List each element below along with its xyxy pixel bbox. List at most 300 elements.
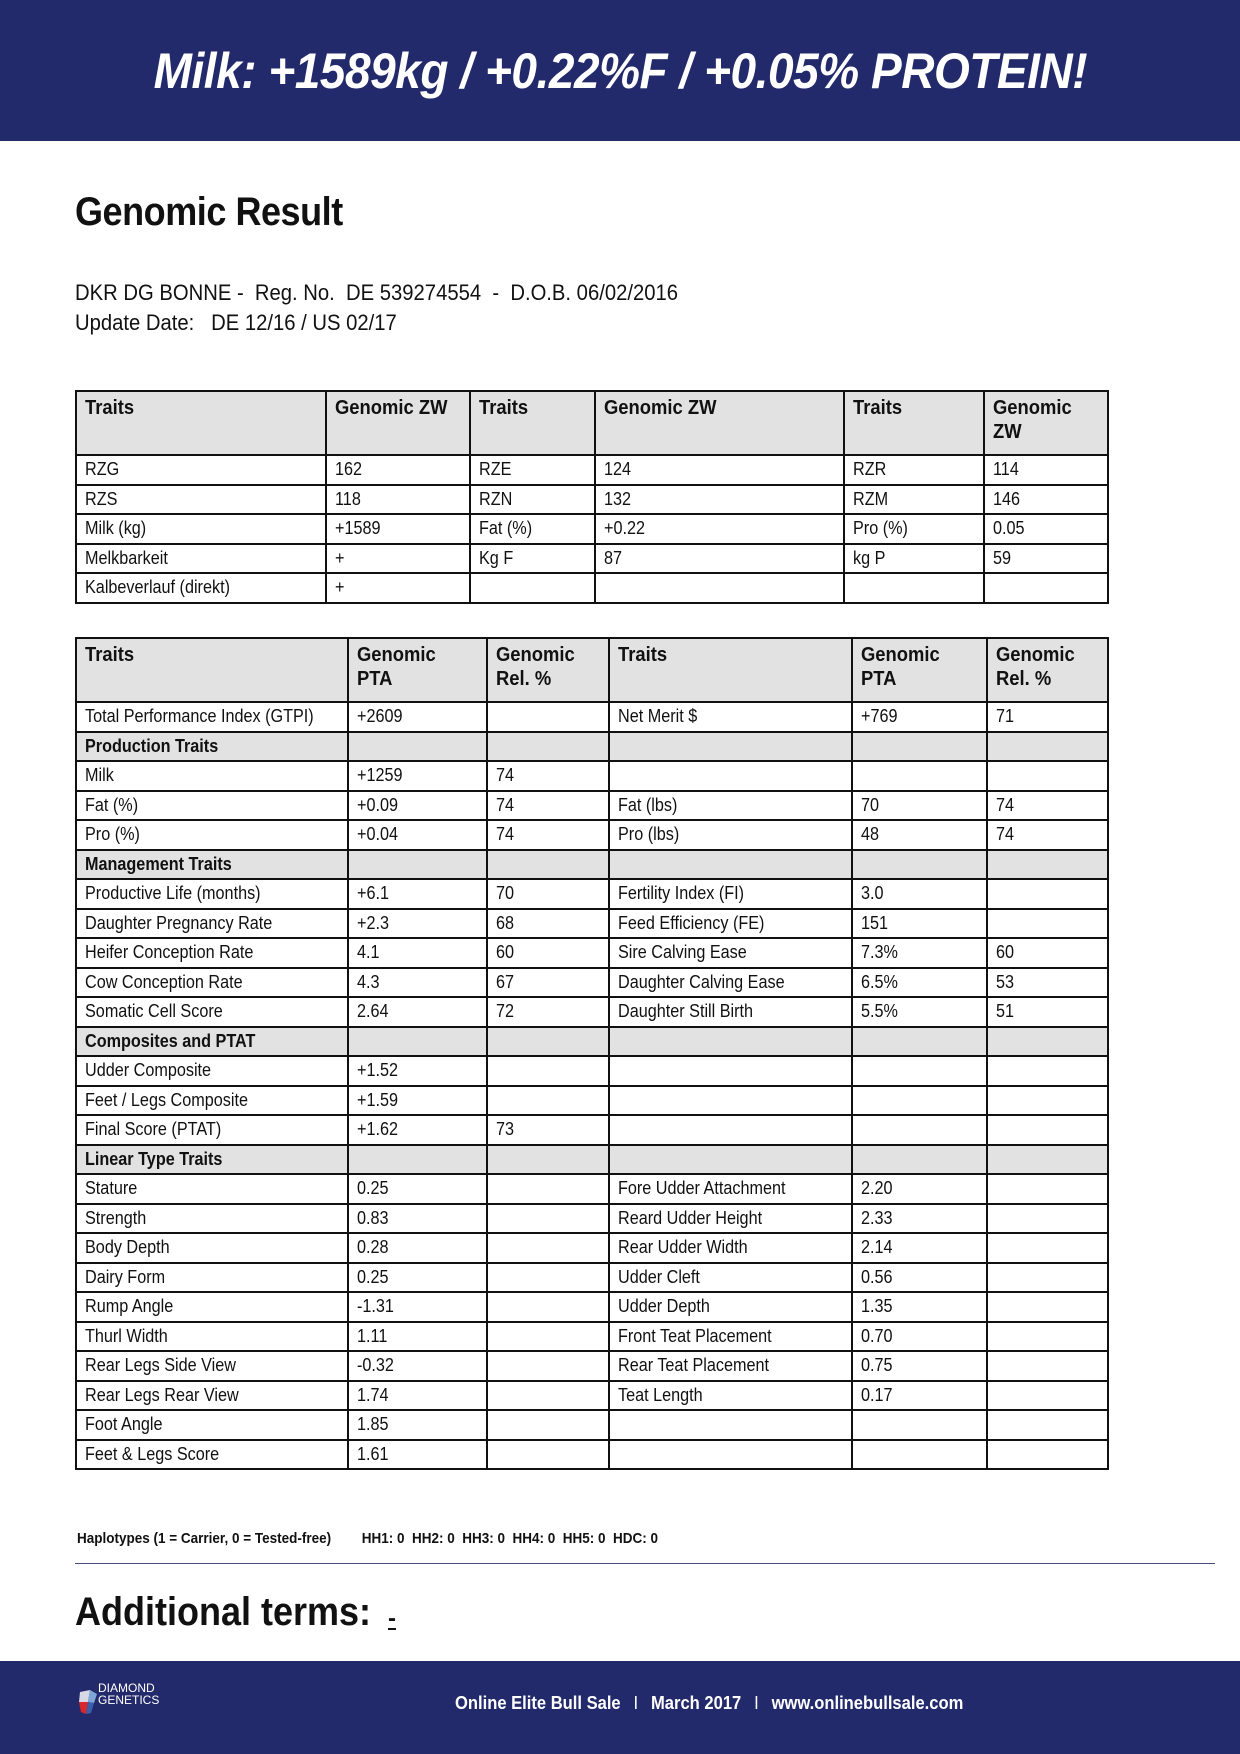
cell-value: Kalbeverlauf (direkt) (85, 577, 230, 598)
column-header (609, 638, 852, 702)
column-header-label: Genomic ZW (604, 397, 717, 419)
cell-value: Melkbarkeit (85, 547, 168, 568)
table-cell (984, 485, 1108, 515)
cell-value: 73 (496, 1119, 515, 1140)
cell-value: 6.5% (861, 971, 899, 992)
table-cell (852, 850, 987, 880)
cell-value: +0.22 (604, 518, 646, 539)
table-cell (76, 1351, 348, 1381)
footer-text (455, 1693, 963, 1714)
cell-value: 0.56 (861, 1266, 893, 1287)
table-cell (76, 1056, 348, 1086)
cell-value: Thurl Width (85, 1325, 168, 1346)
table-row (76, 1233, 1108, 1263)
table-cell (987, 850, 1108, 880)
table-cell (852, 1174, 987, 1204)
table-cell (76, 997, 348, 1027)
cell-value: +1.52 (357, 1060, 399, 1081)
cell-value: Dairy Form (85, 1266, 166, 1287)
table-cell (348, 1056, 487, 1086)
genomic-zw-table (75, 390, 1109, 604)
cell-value: kg P (853, 547, 886, 568)
cell-value: 0.25 (357, 1266, 389, 1287)
table-cell (852, 820, 987, 850)
cell-value: Foot Angle (85, 1414, 163, 1435)
table-cell (348, 909, 487, 939)
cell-value: 74 (995, 794, 1014, 815)
table-cell (844, 573, 984, 603)
cell-value: Fat (lbs) (617, 794, 678, 815)
table-cell (984, 455, 1108, 485)
table-cell (76, 1204, 348, 1234)
table-cell (595, 455, 844, 485)
table-cell (987, 1322, 1108, 1352)
table-cell (987, 1410, 1108, 1440)
table-cell (487, 1204, 609, 1234)
table-cell (348, 879, 487, 909)
top-banner (0, 0, 1240, 141)
table-row (76, 1292, 1108, 1322)
table-cell (76, 1263, 348, 1293)
column-header-label: Traits (85, 644, 135, 666)
table-cell (76, 1086, 348, 1116)
table-cell (852, 1086, 987, 1116)
cell-value: +0.04 (357, 824, 399, 845)
table-cell (487, 1440, 609, 1470)
cell-value: Feed Efficiency (FE) (617, 912, 765, 933)
cell-value: +2609 (357, 706, 403, 727)
cell-value: Net Merit $ (617, 706, 698, 727)
table-row (76, 514, 1108, 544)
cell-value: RZE (479, 459, 512, 480)
table-cell (348, 1440, 487, 1470)
table-cell (609, 1086, 852, 1116)
cell-value: 0.28 (357, 1237, 389, 1258)
table-cell (595, 485, 844, 515)
cell-value: 2.14 (861, 1237, 893, 1258)
cell-value: 1.11 (357, 1325, 388, 1346)
table-row (76, 1086, 1108, 1116)
cell-value: Stature (85, 1178, 138, 1199)
column-header-label: Genomic PTA (861, 644, 940, 690)
table-cell (487, 1174, 609, 1204)
table-cell (609, 1410, 852, 1440)
cell-value: 1.35 (861, 1296, 893, 1317)
cell-value: 70 (496, 883, 515, 904)
table-cell (844, 514, 984, 544)
table-row (76, 761, 1108, 791)
cell-value: 2.33 (861, 1207, 893, 1228)
table-header-row (76, 638, 1108, 702)
cell-value: Pro (lbs) (617, 824, 680, 845)
cell-value: 72 (496, 1001, 515, 1022)
column-header (595, 391, 844, 455)
table-cell (76, 1381, 348, 1411)
table-cell (852, 1322, 987, 1352)
table-cell (76, 1410, 348, 1440)
table-cell (487, 1351, 609, 1381)
cell-value: 74 (496, 824, 515, 845)
table-cell (609, 1145, 852, 1175)
cell-value: 60 (496, 942, 515, 963)
table-cell (852, 1292, 987, 1322)
cell-value: Fat (%) (479, 518, 533, 539)
cell-value: Cow Conception Rate (85, 971, 243, 992)
cell-value: +0.09 (357, 794, 399, 815)
table-cell (348, 1410, 487, 1440)
cell-value: 146 (993, 488, 1021, 509)
table-cell (987, 1233, 1108, 1263)
cell-value: 0.17 (861, 1384, 893, 1405)
cell-value: Udder Depth (617, 1296, 710, 1317)
table-cell (470, 514, 595, 544)
haplotypes-label: Haplotypes (1 = Carrier, 0 = Tested-free) (77, 1530, 332, 1547)
table-cell (852, 732, 987, 762)
table-cell (987, 997, 1108, 1027)
table-cell (76, 820, 348, 850)
table-cell (487, 1145, 609, 1175)
table-cell (487, 1410, 609, 1440)
cell-value: +1259 (357, 765, 403, 786)
cell-value: Pro (%) (85, 824, 140, 845)
table-row (76, 573, 1108, 603)
cell-value: 2.20 (861, 1178, 893, 1199)
table-cell (76, 968, 348, 998)
table-cell (348, 850, 487, 880)
table-cell (852, 1204, 987, 1234)
table-cell (987, 820, 1108, 850)
cell-value: RZR (853, 459, 887, 480)
table-cell (987, 791, 1108, 821)
cell-value: 0.75 (861, 1355, 893, 1376)
cell-value: 71 (995, 706, 1014, 727)
column-header (844, 391, 984, 455)
table-cell (609, 938, 852, 968)
table-cell (609, 1292, 852, 1322)
cell-value: +1589 (334, 518, 381, 539)
cell-value: +1.59 (357, 1089, 399, 1110)
table-cell (326, 514, 471, 544)
table-cell (470, 573, 595, 603)
table-row (76, 485, 1108, 515)
genomic-pta-table (75, 637, 1109, 1470)
column-header-label: Genomic Rel. % (496, 644, 575, 690)
table-cell (609, 968, 852, 998)
cell-value: Heifer Conception Rate (85, 942, 254, 963)
table-cell (852, 938, 987, 968)
table-cell (984, 573, 1108, 603)
footer-website-link[interactable]: www.onlinebullsale.com (771, 1693, 964, 1713)
table-cell (348, 1027, 487, 1057)
table-cell (348, 1145, 487, 1175)
table-cell (348, 997, 487, 1027)
table-cell (987, 702, 1108, 732)
cell-value: + (334, 577, 345, 598)
cell-value: 114 (993, 459, 1019, 480)
table-cell (76, 514, 326, 544)
table-cell (987, 732, 1108, 762)
table-cell (348, 702, 487, 732)
table-cell (852, 997, 987, 1027)
page-title: Genomic Result (75, 190, 343, 234)
table-cell (852, 761, 987, 791)
table-cell (852, 1263, 987, 1293)
table-cell (487, 791, 609, 821)
table-cell (470, 485, 595, 515)
table-cell (987, 1174, 1108, 1204)
table-cell (609, 909, 852, 939)
table-cell (844, 455, 984, 485)
cell-value: Reard Udder Height (617, 1207, 763, 1228)
section-header-row (76, 1027, 1108, 1057)
table-row (76, 938, 1108, 968)
table-cell (595, 544, 844, 574)
table-cell (987, 1145, 1108, 1175)
table-cell (326, 573, 471, 603)
section-title: Linear Type Traits (85, 1148, 223, 1169)
table-cell (348, 791, 487, 821)
cell-value: Rear Teat Placement (617, 1355, 769, 1376)
cell-value: Final Score (PTAT) (85, 1119, 222, 1140)
table-cell (326, 455, 471, 485)
column-header-label: Genomic Rel. % (995, 644, 1075, 690)
section-title-cell (76, 850, 348, 880)
cell-value: Fore Udder Attachment (617, 1178, 786, 1199)
column-header-label: Traits (617, 644, 668, 666)
table-cell (348, 1292, 487, 1322)
table-cell (852, 1145, 987, 1175)
table-row (76, 455, 1108, 485)
table-row (76, 1263, 1108, 1293)
section-title-cell (76, 1027, 348, 1057)
column-header (984, 391, 1108, 455)
table-cell (987, 968, 1108, 998)
cell-value: 132 (604, 488, 632, 509)
table-row (76, 1351, 1108, 1381)
table-cell (609, 1174, 852, 1204)
cell-value: 0.70 (861, 1325, 893, 1346)
table-cell (987, 1086, 1108, 1116)
table-cell (987, 1440, 1108, 1470)
cell-value: Feet & Legs Score (85, 1443, 220, 1464)
table-cell (470, 455, 595, 485)
table-cell (987, 1115, 1108, 1145)
cell-value: Rear Legs Rear View (85, 1384, 239, 1405)
cell-value: Udder Composite (85, 1060, 212, 1081)
table-cell (852, 1351, 987, 1381)
additional-terms-label: Additional terms: (75, 1590, 372, 1634)
table-cell (348, 1322, 487, 1352)
table-cell (76, 573, 326, 603)
table-cell (987, 938, 1108, 968)
cell-value: +1.62 (357, 1119, 399, 1140)
table-cell (487, 997, 609, 1027)
table-cell (609, 1204, 852, 1234)
table-row (76, 968, 1108, 998)
table-cell (609, 820, 852, 850)
cell-value: 74 (496, 794, 515, 815)
cell-value: 48 (861, 824, 880, 845)
table-cell (852, 1381, 987, 1411)
cell-value: Somatic Cell Score (85, 1001, 223, 1022)
section-title: Composites and PTAT (85, 1030, 256, 1051)
table-cell (609, 702, 852, 732)
cell-value: 0.83 (357, 1207, 389, 1228)
table-cell (609, 879, 852, 909)
table-cell (76, 791, 348, 821)
table-cell (326, 544, 471, 574)
table-cell (348, 732, 487, 762)
table-cell (987, 1351, 1108, 1381)
table-cell (609, 1381, 852, 1411)
table-cell (487, 909, 609, 939)
table-row (76, 1381, 1108, 1411)
cell-value: 4.3 (357, 971, 380, 992)
table-cell (487, 1322, 609, 1352)
cell-value: 53 (995, 971, 1014, 992)
column-header (76, 638, 348, 702)
section-header-row (76, 850, 1108, 880)
table-cell (987, 909, 1108, 939)
table-cell (987, 1027, 1108, 1057)
table-cell (76, 1440, 348, 1470)
footer-bar (0, 1661, 1240, 1754)
cell-value: 68 (496, 912, 515, 933)
cell-value: Sire Calving Ease (617, 942, 747, 963)
table-row (76, 1440, 1108, 1470)
table-cell (348, 1381, 487, 1411)
table-row (76, 1322, 1108, 1352)
table-cell (609, 1322, 852, 1352)
cell-value: 51 (995, 1001, 1014, 1022)
table-cell (487, 879, 609, 909)
table-cell (609, 850, 852, 880)
cell-value: -0.32 (357, 1355, 395, 1376)
table-cell (487, 1056, 609, 1086)
section-title: Management Traits (85, 853, 232, 874)
cell-value: RZN (479, 488, 513, 509)
cell-value: Productive Life (months) (85, 883, 261, 904)
table-cell (987, 1381, 1108, 1411)
table-cell (76, 1292, 348, 1322)
logo-line-1: DIAMOND (98, 1681, 155, 1695)
cell-value: Body Depth (85, 1237, 170, 1258)
additional-terms-value: - (388, 1605, 396, 1632)
haplotypes-values: HH1: 0 HH2: 0 HH3: 0 HH4: 0 HH5: 0 HDC: 0 (361, 1530, 659, 1547)
section-header-row (76, 732, 1108, 762)
cell-value: Kg F (479, 547, 514, 568)
cell-value: 3.0 (861, 883, 884, 904)
table-cell (609, 791, 852, 821)
column-header (987, 638, 1108, 702)
cell-value: Udder Cleft (617, 1266, 700, 1287)
table-cell (987, 1056, 1108, 1086)
table-cell (609, 1440, 852, 1470)
table-cell (487, 850, 609, 880)
column-header-label: Traits (853, 397, 903, 419)
cell-value: Strength (85, 1207, 147, 1228)
cell-value: RZS (85, 488, 118, 509)
table-cell (987, 1263, 1108, 1293)
table-cell (487, 1263, 609, 1293)
cell-value: Front Teat Placement (617, 1325, 772, 1346)
cell-value: 1.61 (357, 1443, 389, 1464)
column-header-label: Traits (85, 397, 135, 419)
cell-value: RZG (85, 459, 120, 480)
table-cell (348, 1086, 487, 1116)
table-cell (76, 1322, 348, 1352)
footer-sale-name: Online Elite Bull Sale (455, 1693, 621, 1713)
cell-value: Rump Angle (85, 1296, 174, 1317)
table-header-row (76, 391, 1108, 455)
footer-separator: I (754, 1693, 759, 1713)
table-row (76, 997, 1108, 1027)
table-cell (595, 573, 844, 603)
table-cell (609, 1233, 852, 1263)
table-cell (348, 1351, 487, 1381)
table-cell (852, 1410, 987, 1440)
column-header (348, 638, 487, 702)
table-cell (844, 544, 984, 574)
table-cell (487, 1233, 609, 1263)
cell-value: Teat Length (617, 1384, 703, 1405)
table-cell (76, 909, 348, 939)
cell-value: 1.85 (357, 1414, 389, 1435)
table-cell (852, 909, 987, 939)
table-row (76, 1204, 1108, 1234)
animal-info-line: DKR DG BONNE - Reg. No. DE 539274554 - D.O.B. 06/02/2016 (75, 280, 678, 305)
table-cell (987, 1292, 1108, 1322)
cell-value: Daughter Pregnancy Rate (85, 912, 273, 933)
table-cell (852, 1233, 987, 1263)
cell-value: 162 (334, 459, 362, 480)
cell-value: Milk (85, 765, 114, 786)
column-header-label: Genomic ZW (334, 397, 448, 419)
update-date-line: Update Date: DE 12/16 / US 02/17 (75, 310, 397, 335)
column-header-label: Traits (479, 397, 529, 419)
table-cell (76, 1115, 348, 1145)
table-cell (987, 1204, 1108, 1234)
cell-value: 1.74 (357, 1384, 389, 1405)
cell-value: +2.3 (357, 912, 390, 933)
cell-value: Feet / Legs Composite (85, 1089, 248, 1110)
table-cell (76, 455, 326, 485)
table-cell (595, 514, 844, 544)
table-row (76, 544, 1108, 574)
cell-value: Daughter Calving Ease (617, 971, 785, 992)
table-cell (348, 820, 487, 850)
table-cell (852, 879, 987, 909)
table-cell (487, 938, 609, 968)
cell-value: Daughter Still Birth (617, 1001, 754, 1022)
column-header (852, 638, 987, 702)
section-title-cell (76, 1145, 348, 1175)
table-cell (984, 544, 1108, 574)
logo-wordmark (98, 1682, 159, 1706)
table-cell (609, 1056, 852, 1086)
table-cell (987, 879, 1108, 909)
cell-value: 74 (496, 765, 515, 786)
divider (75, 1563, 1215, 1564)
table-row (76, 1174, 1108, 1204)
cell-value: 7.3% (861, 942, 899, 963)
section-header-row (76, 1145, 1108, 1175)
cell-value: 5.5% (861, 1001, 899, 1022)
table-cell (487, 761, 609, 791)
cell-value: 0.05 (993, 518, 1025, 539)
table-cell (470, 544, 595, 574)
column-header-label: Genomic ZW (993, 397, 1072, 443)
